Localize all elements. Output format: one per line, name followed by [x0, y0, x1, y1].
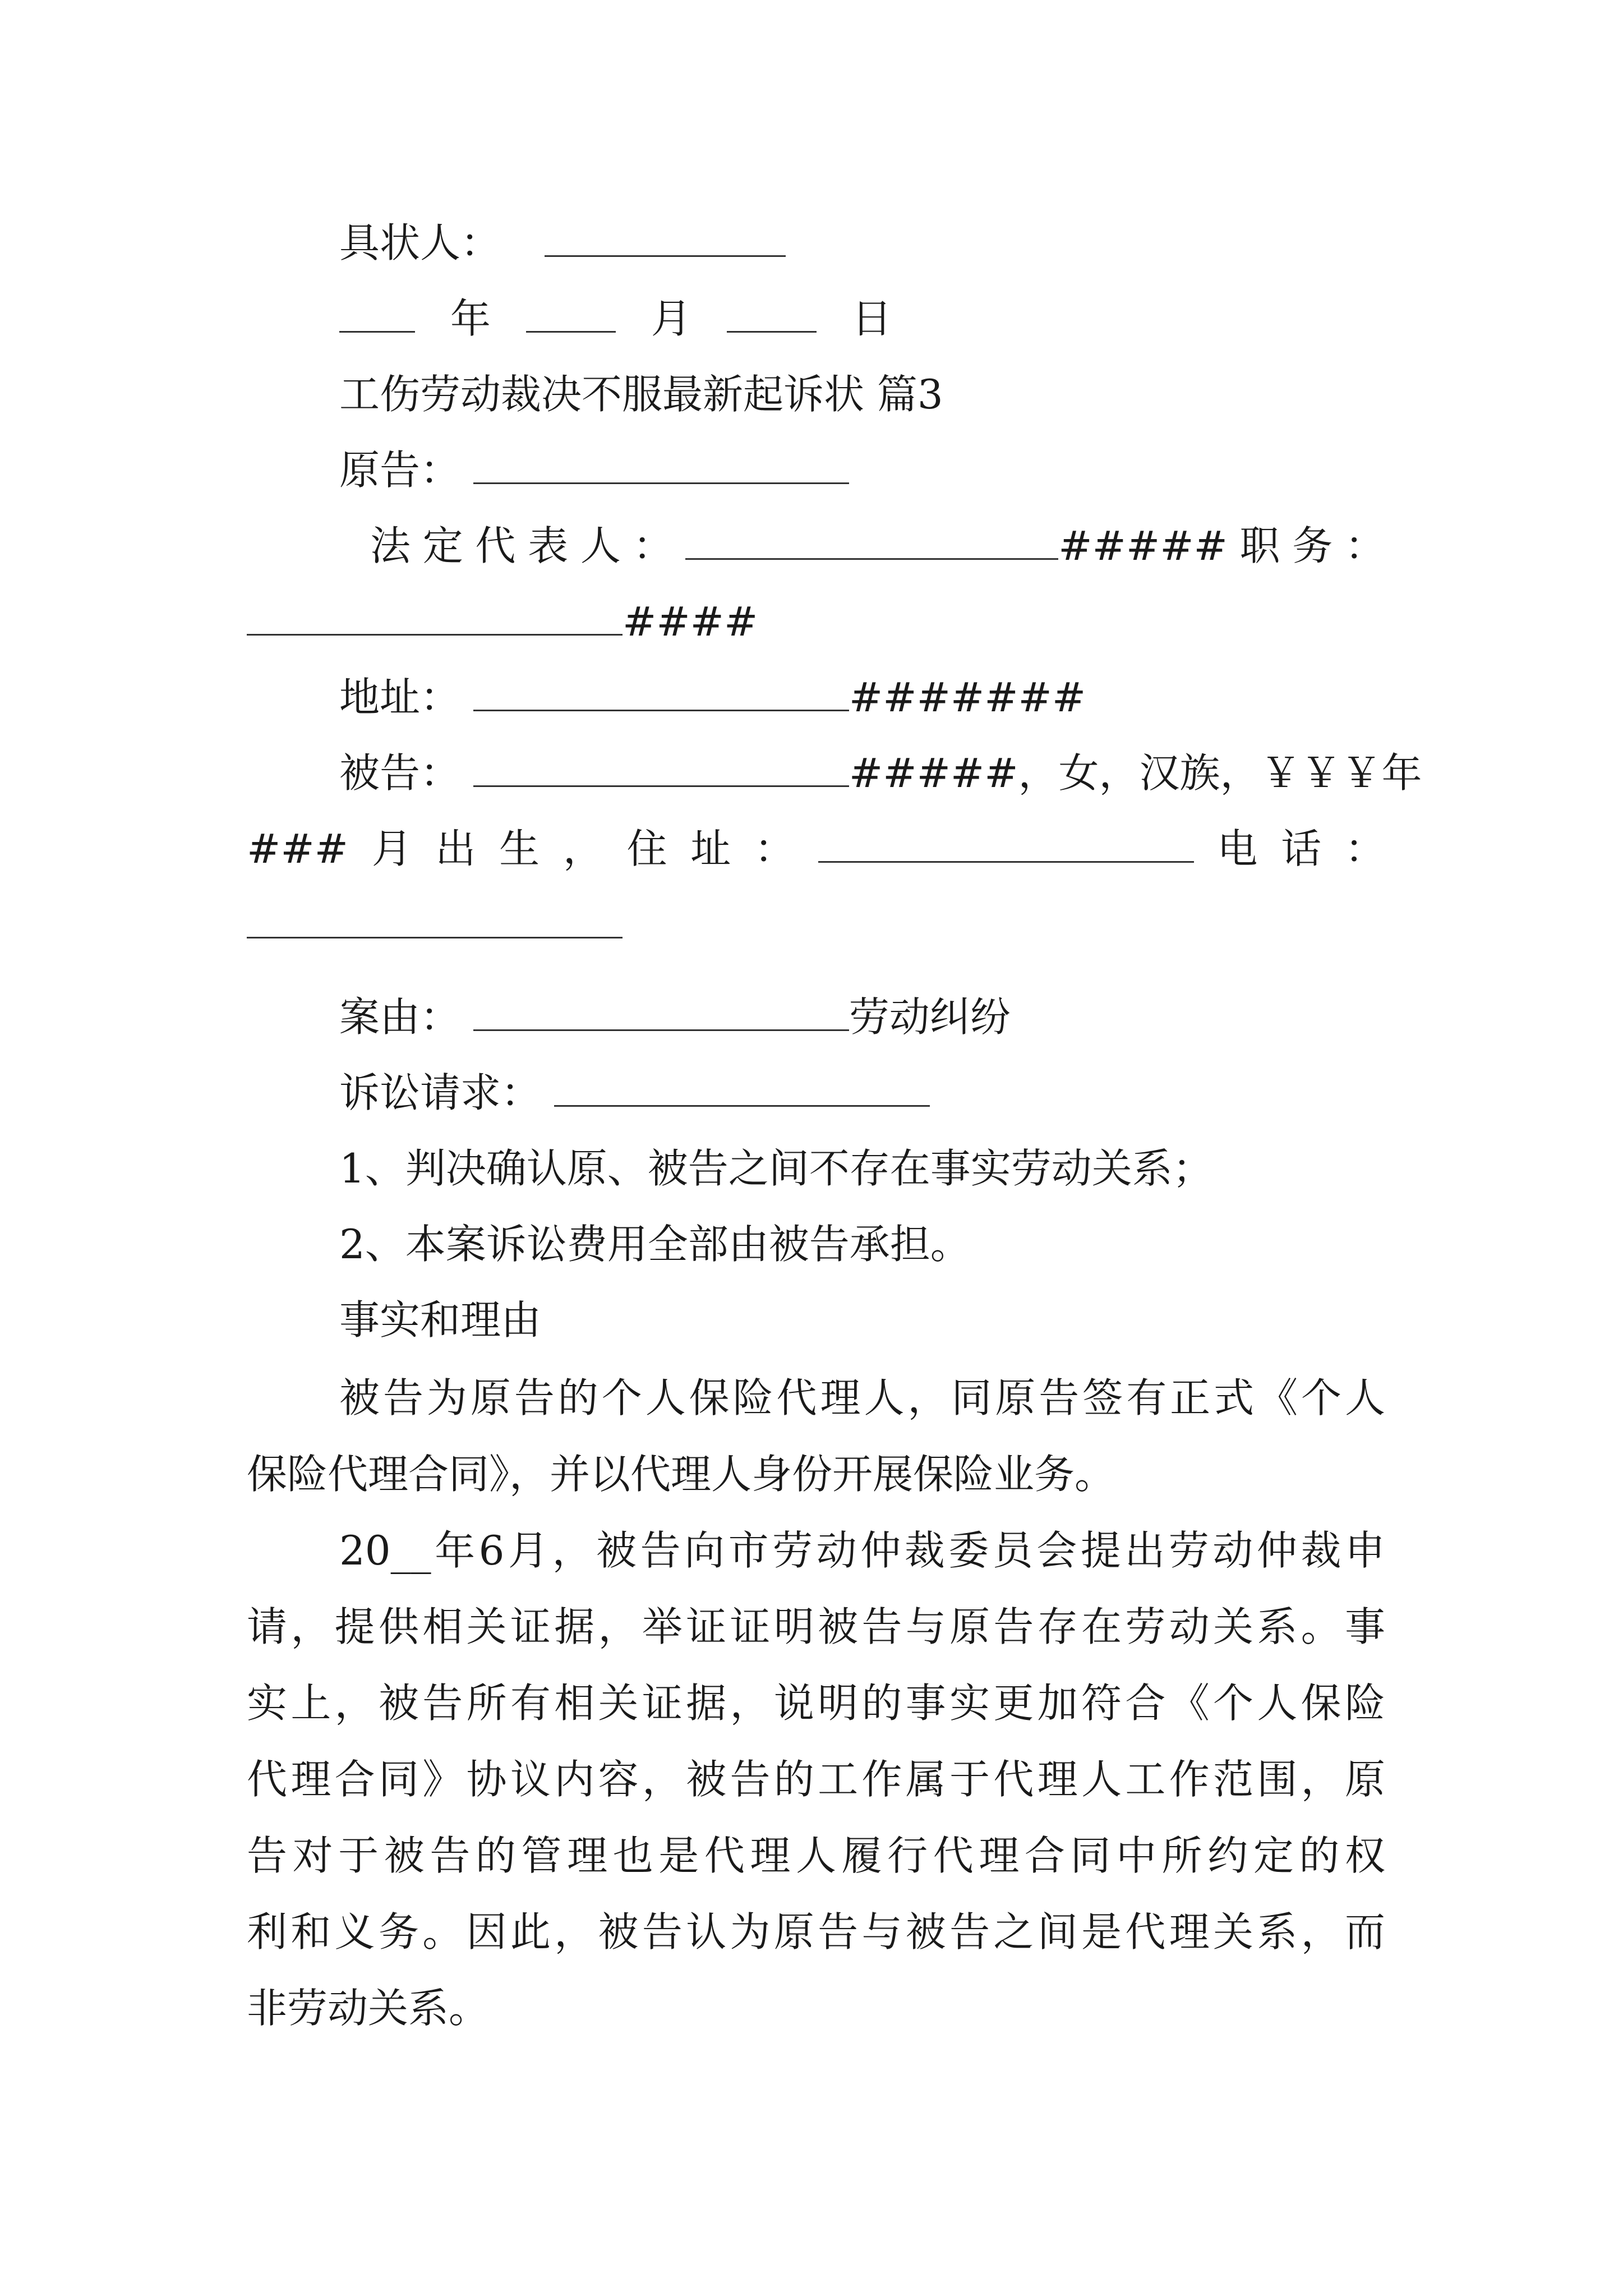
- position-value-line: [247, 595, 1385, 648]
- facts-p2-line-3: 实上，被告所有相关证据，说明的事实更加符合《个人保险: [247, 1680, 1385, 1727]
- address-line: [339, 670, 1385, 724]
- signer-blank: [545, 217, 786, 257]
- claims-blank: [554, 1067, 930, 1107]
- defendant-line-2: [247, 822, 1385, 876]
- facts-p2-line-6: 利和义务。因此，被告认为原告与被告之间是代理关系，而: [247, 1908, 1385, 1955]
- legal-rep-hash: #####: [1058, 522, 1228, 569]
- facts-p2-line-7: 非劳动关系。: [247, 1985, 490, 2032]
- defendant-label: 被告：: [339, 749, 461, 797]
- position-char-2: 务: [1292, 522, 1333, 569]
- day-blank: [727, 293, 817, 333]
- day-label: 日: [851, 295, 892, 342]
- facts-p1-line-2: 保险代理合同》，并以代理人身份开展保险业务。: [247, 1451, 1115, 1498]
- section-heading: 工伤劳动裁决不服最新起诉状 篇3: [339, 371, 943, 418]
- cause-value: 劳动纠纷: [849, 993, 1011, 1041]
- legal-rep-char-5: 人: [580, 522, 621, 569]
- signer-label: 具状人：: [339, 219, 501, 266]
- position-char-3: ：: [1344, 522, 1385, 569]
- legal-rep-char-6: ：: [633, 522, 674, 569]
- position-hash: ####: [623, 598, 758, 645]
- legal-rep-char-2: 定: [422, 522, 463, 569]
- legal-rep-char-1: 法: [370, 522, 411, 569]
- position-char-1: 职: [1239, 522, 1280, 569]
- claims-label: 诉讼请求：: [339, 1069, 542, 1116]
- birth-char-2: 出: [435, 825, 476, 872]
- facts-p2-line-4: 代理合同》协议内容，被告的工作属于代理人工作范围，原: [247, 1756, 1385, 1803]
- birth-char-4: ，: [562, 825, 603, 872]
- residence-blank: [818, 823, 1194, 863]
- address-hash: #######: [849, 674, 1086, 721]
- legal-rep-char-4: 表: [528, 522, 569, 569]
- address-label: 地址：: [339, 674, 461, 721]
- birth-char-3: 生: [499, 825, 540, 872]
- legal-rep-line: [370, 519, 1385, 573]
- date-line: [339, 292, 1385, 346]
- claims-line: [339, 1066, 1385, 1120]
- phone-blank: [247, 899, 623, 938]
- phone-char-1: 电: [1217, 825, 1258, 872]
- cause-line: [339, 990, 1385, 1044]
- month-label: 月: [651, 295, 691, 342]
- claim-item-2: 2、本案诉讼费用全部由被告承担。: [339, 1221, 971, 1268]
- facts-paragraph-2: [247, 1512, 1385, 2046]
- birth-char-1: 月: [371, 825, 412, 872]
- claim-item-1: 1、判决确认原、被告之间不存在事实劳动关系；: [339, 1145, 1213, 1192]
- facts-p2-line-2: 请，提供相关证据，举证证明被告与原告存在劳动关系。事: [247, 1603, 1385, 1650]
- residence-char-3: ：: [754, 825, 795, 872]
- phone-char-2: 话: [1281, 825, 1322, 872]
- residence-char-2: 址: [690, 825, 731, 872]
- cause-blank: [473, 991, 849, 1031]
- position-blank: [247, 596, 623, 636]
- facts-paragraph-1: [247, 1360, 1385, 1512]
- phone-value-line: [247, 898, 1385, 951]
- residence-char-1: 住: [626, 825, 667, 872]
- legal-rep-blank: [685, 520, 1058, 560]
- defendant-info: #####，女，汉族，￥￥￥年: [849, 749, 1422, 797]
- month-blank: [526, 293, 616, 333]
- plaintiff-line: [339, 443, 1385, 497]
- year-blank: [339, 293, 415, 333]
- plaintiff-blank: [473, 444, 849, 484]
- plaintiff-label: 原告：: [339, 447, 461, 494]
- year-label: 年: [450, 295, 491, 342]
- phone-char-3: ：: [1344, 825, 1385, 872]
- facts-p1-line-1: 被告为原告的个人保险代理人，同原告签有正式《个人: [339, 1374, 1385, 1421]
- defendant-line: [339, 746, 1422, 800]
- legal-rep-value: [685, 519, 1228, 573]
- address-blank: [473, 671, 849, 711]
- facts-p2-line-1: 20__年6月，被告向市劳动仲裁委员会提出劳动仲裁申: [339, 1527, 1385, 1574]
- legal-rep-char-3: 代: [475, 522, 516, 569]
- defendant-blank: [473, 747, 849, 787]
- facts-heading: 事实和理由: [339, 1296, 542, 1343]
- cause-label: 案由：: [339, 993, 461, 1041]
- birth-hash: ###: [247, 825, 348, 872]
- signer-line: [339, 216, 1385, 270]
- facts-p2-line-5: 告对于被告的管理也是代理人履行代理合同中所约定的权: [247, 1832, 1385, 1879]
